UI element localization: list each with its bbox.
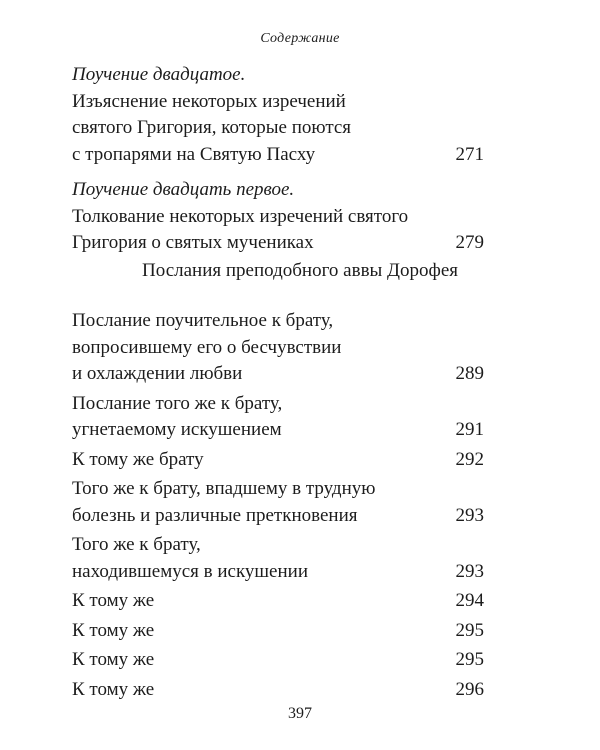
entry-line: К тому же bbox=[72, 678, 155, 700]
toc-entry bbox=[72, 476, 484, 529]
entry-line: Послание поучительное к брату, bbox=[72, 310, 334, 331]
page-number: 293 bbox=[455, 560, 484, 582]
letters-list bbox=[72, 308, 484, 703]
entry-line: Григория о святых мучениках bbox=[72, 232, 314, 253]
page-number: 295 bbox=[455, 649, 484, 670]
section-heading: Послания преподобного аввы Дорофея bbox=[142, 260, 458, 281]
page-number: 295 bbox=[455, 619, 484, 641]
toc-entry bbox=[72, 391, 484, 444]
page-number: 279 bbox=[455, 232, 484, 253]
page-number: 289 bbox=[455, 363, 484, 384]
page-number: 291 bbox=[455, 419, 484, 440]
toc-entry bbox=[72, 308, 484, 388]
teachings-list bbox=[72, 62, 484, 257]
toc-entry bbox=[72, 677, 484, 704]
toc-entry bbox=[72, 532, 484, 585]
entry-line: Того же к брату, впадшему в трудную bbox=[72, 478, 376, 499]
running-head: Содержание bbox=[260, 31, 340, 46]
page-number: 296 bbox=[455, 678, 484, 700]
entry-title: Поучение двадцать первое. bbox=[72, 179, 295, 200]
entry-title: Поучение двадцатое. bbox=[72, 64, 246, 85]
toc-entry bbox=[72, 588, 484, 615]
page-number: 271 bbox=[455, 143, 484, 165]
toc-entry bbox=[72, 447, 484, 474]
entry-line: К тому же bbox=[72, 590, 155, 611]
entry-line: Толкование некоторых изречений святого bbox=[72, 205, 409, 227]
entry-line: и охлаждении любви bbox=[72, 363, 243, 384]
entry-line: вопросившему его о бесчувствии bbox=[72, 336, 342, 358]
entry-line: Того же к брату, bbox=[72, 534, 201, 555]
entry-line: Послание того же к брату, bbox=[72, 392, 283, 414]
toc-entry bbox=[72, 177, 484, 257]
entry-line: святого Григория, которые поются bbox=[72, 117, 352, 138]
page-folio: 397 bbox=[288, 705, 312, 722]
entry-line: К тому же брату bbox=[72, 448, 204, 470]
page-number: 293 bbox=[455, 504, 484, 526]
entry-line: болезнь и различные преткновения bbox=[72, 504, 358, 526]
entry-line: угнетаемому искушением bbox=[72, 419, 282, 440]
entry-line: с тропарями на Святую Пасху bbox=[72, 143, 316, 165]
entry-line: К тому же bbox=[72, 649, 155, 670]
toc-entry bbox=[72, 647, 484, 674]
entry-line: находившемуся в искушении bbox=[72, 560, 308, 582]
entry-line: К тому же bbox=[72, 619, 155, 641]
page-number: 292 bbox=[455, 448, 484, 470]
entry-line: Изъяснение некоторых изречений bbox=[72, 90, 346, 112]
toc-entry bbox=[72, 618, 484, 645]
toc-entry bbox=[72, 62, 484, 168]
page-number: 294 bbox=[455, 590, 484, 611]
